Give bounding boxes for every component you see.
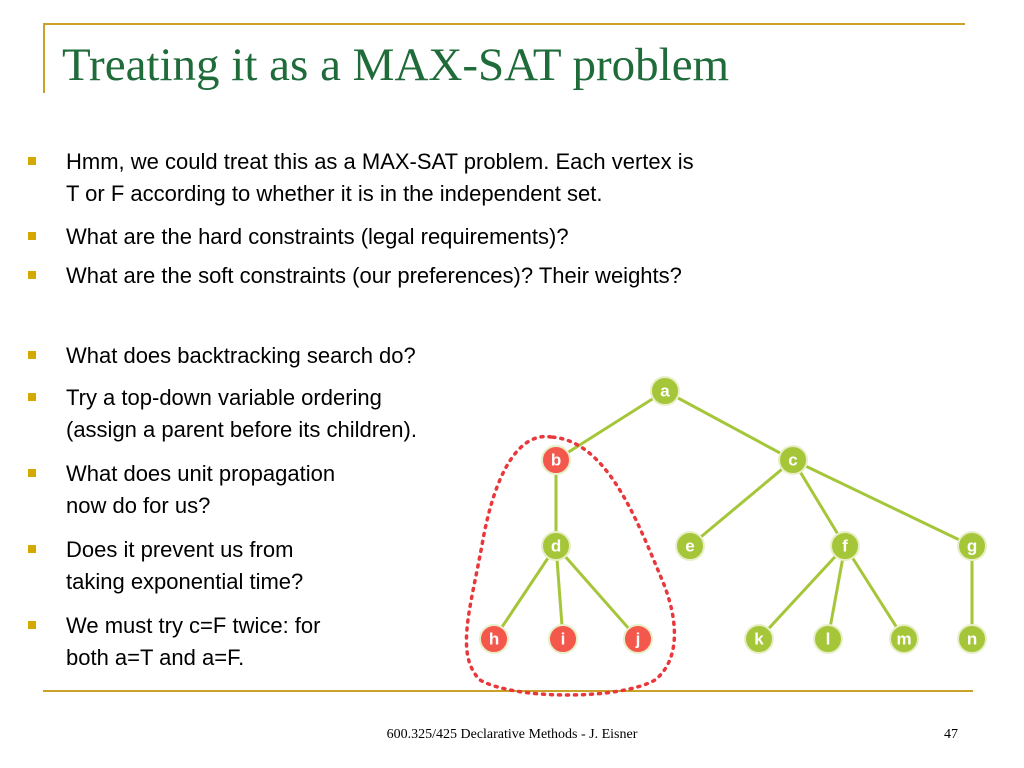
- bullet-line: What are the soft constraints (our preferences)? Their weights?: [66, 263, 682, 288]
- bullet-line: What are the hard constraints (legal requirements)?: [66, 224, 569, 249]
- tree-node-d: [542, 532, 570, 560]
- node-label: c: [788, 450, 798, 470]
- node-label: l: [825, 629, 831, 649]
- bullet-line: taking exponential time?: [66, 569, 304, 594]
- node-label: n: [966, 629, 978, 649]
- bullet-line: now do for us?: [66, 493, 211, 518]
- node-label: g: [966, 536, 978, 556]
- tree-node-m: [890, 625, 918, 653]
- node-label: a: [660, 381, 670, 401]
- node-label: b: [550, 450, 562, 470]
- slide-footer: 600.325/425 Declarative Methods - J. Eisner: [386, 727, 638, 742]
- tree-edge-c-e: [690, 460, 793, 546]
- tree-edge-d-h: [494, 546, 556, 639]
- node-label: j: [635, 629, 641, 649]
- tree-node-n: [958, 625, 986, 653]
- tree-node-l: [814, 625, 842, 653]
- subtree-outline: [466, 437, 674, 695]
- slide-title: Treating it as a MAX-SAT problem: [62, 39, 730, 91]
- tree-node-f: [831, 532, 859, 560]
- bullet-line: both a=T and a=F.: [66, 645, 245, 670]
- bullet-line: What does backtracking search do?: [66, 343, 416, 368]
- tree-edges: [494, 391, 972, 639]
- tree-node-j: [624, 625, 652, 653]
- bullet-line: T or F according to whether it is in the independent set.: [66, 181, 603, 206]
- tree-node-k: [745, 625, 773, 653]
- node-label: e: [685, 536, 695, 556]
- node-label: f: [842, 536, 848, 556]
- tree-node-e: [676, 532, 704, 560]
- node-label: m: [896, 629, 912, 649]
- bullet-line: Does it prevent us from: [66, 537, 294, 562]
- tree-edge-a-c: [665, 391, 793, 460]
- tree-node-c: [779, 446, 807, 474]
- node-label: d: [550, 536, 562, 556]
- tree-node-i: [549, 625, 577, 653]
- tree-edge-f-m: [845, 546, 904, 639]
- node-label: h: [488, 629, 500, 649]
- tree-node-b: [542, 446, 570, 474]
- node-label: i: [560, 629, 566, 649]
- tree-node-a: [651, 377, 679, 405]
- tree-node-h: [480, 625, 508, 653]
- tree-node-g: [958, 532, 986, 560]
- bullet-line: We must try c=F twice: for: [66, 613, 321, 638]
- bullet-line: What does unit propagation: [66, 461, 336, 486]
- node-label: k: [754, 629, 764, 649]
- bullet-line: Try a top-down variable ordering: [66, 385, 382, 410]
- page-number: 47: [944, 727, 958, 742]
- bullet-line: (assign a parent before its children).: [66, 417, 417, 442]
- tree-edge-a-b: [556, 391, 665, 460]
- bullet-line: Hmm, we could treat this as a MAX-SAT problem. Each vertex is: [66, 149, 694, 174]
